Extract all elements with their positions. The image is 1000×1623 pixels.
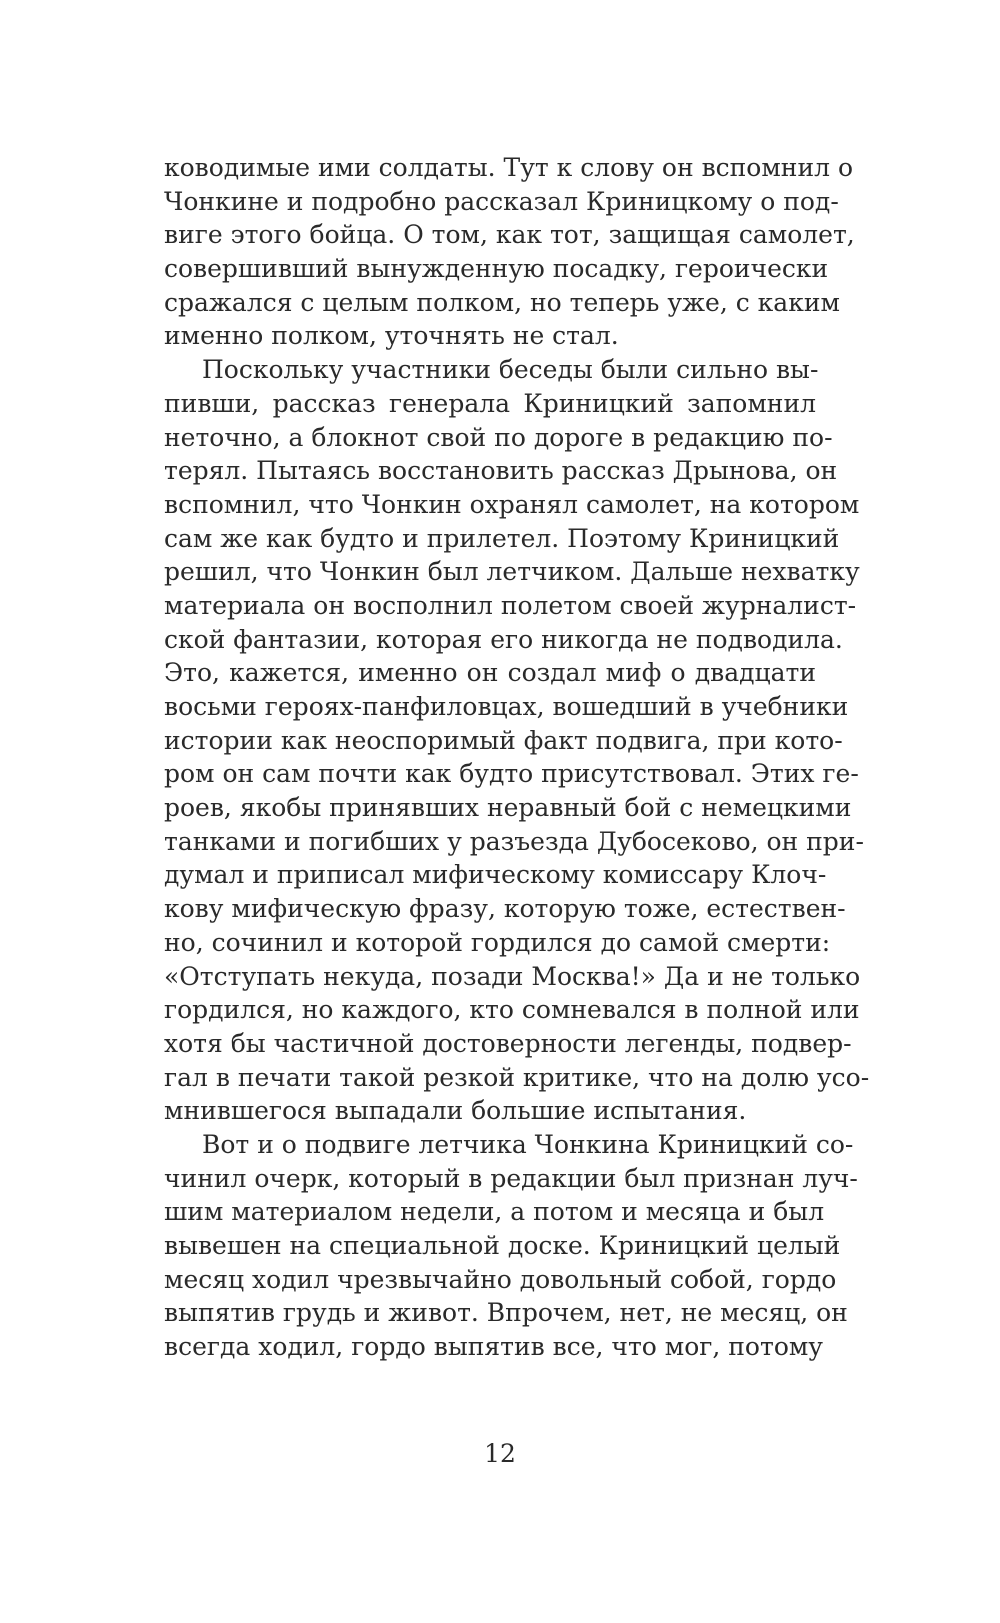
text-line: ской фантазии, которая его никогда не подводила. xyxy=(164,624,843,654)
text-line: вспомнил, что Чонкин охранял самолет, на котором xyxy=(164,489,860,519)
text-line: чинил очерк, который в редакции был признан луч- xyxy=(164,1163,858,1193)
text-line: мнившегося выпадали большие испытания. xyxy=(164,1096,747,1126)
text-line: Вот и о подвиге летчика Чонкина Криницкий со- xyxy=(202,1129,854,1159)
text-line: сам же как будто и прилетел. Поэтому Криницкий xyxy=(164,523,840,553)
body-text xyxy=(164,151,870,1364)
text-line: вывешен на специальной доске. Криницкий целый xyxy=(164,1231,841,1260)
text-line: Это, кажется, именно он создал миф о двадцати xyxy=(164,658,816,688)
text-line: неточно, а блокнот свой по дороге в редакцию по- xyxy=(164,422,833,452)
text-line: кову мифическую фразу, которую тоже, естествен- xyxy=(164,894,846,924)
text-line: гордился, но каждого, кто сомневался в полной или xyxy=(164,995,860,1025)
text-line: пивши, рассказ генерала Криницкий запомнил xyxy=(164,388,816,418)
text-line: ководимые ими солдаты. Тут к слову он вспомнил о xyxy=(164,153,854,182)
text-line: совершивший вынужденную посадку, героически xyxy=(164,254,829,284)
text-line: Чонкине и подробно рассказал Криницкому о под- xyxy=(164,186,839,216)
text-line: виге этого бойца. О том, как тот, защищая самолет, xyxy=(164,220,855,250)
text-line: думал и приписал мифическому комиссару Клоч- xyxy=(164,860,827,890)
text-line: шим материалом недели, а потом и месяца и был xyxy=(164,1197,825,1227)
text-line: гал в печати такой резкой критике, что на долю усо- xyxy=(164,1062,870,1092)
text-line: сражался с целым полком, но теперь уже, с каким xyxy=(164,287,840,317)
text-line: материала он восполнил полетом своей журналист- xyxy=(164,590,857,620)
text-line: но, сочинил и которой гордился до самой смерти: xyxy=(164,927,831,957)
text-line: «Отступать некуда, позади Москва!» Да и не только xyxy=(164,961,861,991)
text-line: ром он сам почти как будто присутствовал. Этих ге- xyxy=(164,759,859,789)
text-line: Поскольку участники беседы были сильно вы- xyxy=(202,355,819,385)
text-line: хотя бы частичной достоверности легенды, подвер- xyxy=(164,1028,852,1058)
text-line: всегда ходил, гордо выпятив все, что мог, потому xyxy=(164,1332,824,1362)
text-line: роев, якобы принявших неравный бой с немецкими xyxy=(164,793,852,823)
text-line: танками и погибших у разъезда Дубосеково, он при- xyxy=(164,826,864,856)
text-line: выпятив грудь и живот. Впрочем, нет, не месяц, он xyxy=(164,1298,848,1328)
page-number: 12 xyxy=(484,1439,516,1468)
text-line: решил, что Чонкин был летчиком. Дальше нехватку xyxy=(164,557,860,587)
text-line: терял. Пытаясь восстановить рассказ Дрынова, он xyxy=(164,456,838,486)
text-line: месяц ходил чрезвычайно довольный собой, гордо xyxy=(164,1264,837,1294)
text-line: восьми героях-панфиловцах, вошедший в учебники xyxy=(164,692,849,721)
text-line: истории как неоспоримый факт подвига, при кото- xyxy=(164,725,843,755)
text-line: именно полком, уточнять не стал. xyxy=(164,321,619,351)
